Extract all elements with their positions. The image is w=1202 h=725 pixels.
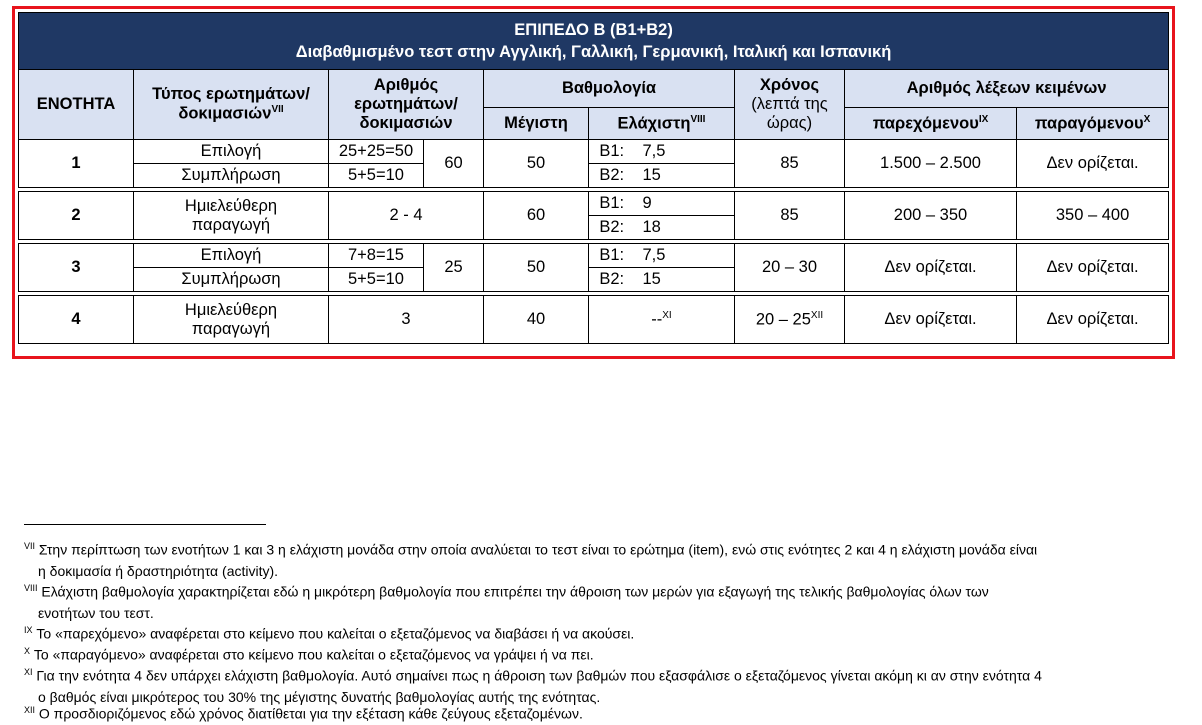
row-count: 2 - 4 [329, 192, 484, 240]
row-min-label: Β1: [589, 140, 635, 164]
row-min-label: Β1: [589, 244, 635, 268]
row-unit: 4 [19, 296, 134, 344]
table-row [19, 296, 1169, 344]
row-max: 60 [484, 192, 589, 240]
footnote: $^{XII}$ Ο προσδιοριζόμενος εδώ χρόνος διατίθεται για την εξέταση κάθε ζεύγους εξεταζομένων. [24, 705, 583, 722]
row-count: 7+8=15 [329, 244, 424, 268]
row-given: Δεν ορίζεται. [845, 296, 1017, 344]
header-count: Αριθμός ερωτημάτων/ δοκιμασιών [329, 70, 484, 140]
exam-table [18, 12, 1169, 344]
row-min-value: 7,5 [635, 140, 735, 164]
footnote: $^X$ Το «παραγόμενο» αναφέρεται στο κείμενο που καλείται ο εξεταζόμενος να γράψει ή να πει. [24, 646, 594, 663]
row-produced: 350 – 400 [1017, 192, 1169, 240]
footnote: $^{VII}$ Στην περίπτωση των ενοτήτων 1 και 3 η ελάχιστη μονάδα στην οποία αναλύεται το τεστ είναι το ερώτημα (item), ενώ στις ενότητες 2 και 4 η ελάχιστη μονάδα είναι η δοκιμασία ή δραστηριότητα (activity). [24, 541, 1038, 579]
header-unit: ΕΝΟΤΗΤΑ [19, 70, 134, 140]
footnote: $^{VIII}$ Ελάχιστη βαθμολογία χαρακτηρίζεται εδώ η μικρότερη βαθμολογία που επιτρέπει την άθροιση των μερών για εξαγωγή της τελικής βαθμολογίας όλων των ενοτήτων του τεστ. [24, 583, 989, 621]
header-score: Βαθμολογία [484, 70, 735, 108]
row-count-total: 60 [424, 140, 484, 188]
row-min-value: 7,5 [635, 244, 735, 268]
row-min-value: 15 [635, 164, 735, 188]
table-title [19, 13, 1169, 70]
header-produced: παραγόμενου$^X$ [1017, 108, 1169, 140]
row-type: Συμπλήρωση [134, 268, 329, 292]
row-max: 50 [484, 244, 589, 292]
footnote: $^{XI}$ Για την ενότητα 4 δεν υπάρχει ελάχιστη βαθμολογία. Αυτό σημαίνει πως η άθροιση των βαθμών που εξασφάλισε ο εξεταζόμενος γίνεται ακόμη κι αν στην ενότητα 4 ο βαθμός είναι μικρότερος του 30% της μέγιστης δυνατής βαθμολογίας αυτής της ενότητας. [24, 667, 1042, 705]
title-line-1: ΕΠΙΠΕΔΟ Β (Β1+Β2) [514, 21, 673, 39]
row-min-label: Β1: [589, 192, 635, 216]
row-type: Επιλογή [134, 244, 329, 268]
row-min-value: 15 [635, 268, 735, 292]
row-min-label: Β2: [589, 268, 635, 292]
row-given: 1.500 – 2.500 [845, 140, 1017, 188]
row-time: 20 – 30 [735, 244, 845, 292]
header-min: Ελάχιστη$^{VIII}$ [589, 108, 735, 140]
row-count: 3 [329, 296, 484, 344]
row-max: 50 [484, 140, 589, 188]
row-count: 5+5=10 [329, 268, 424, 292]
row-produced: Δεν ορίζεται. [1017, 244, 1169, 292]
row-min-label: Β2: [589, 164, 635, 188]
row-type: Ημιελεύθερη παραγωγή [134, 296, 329, 344]
row-unit: 2 [19, 192, 134, 240]
header-given: παρεχόμενου$^{IX}$ [845, 108, 1017, 140]
row-min: --$^{XI}$ [589, 296, 735, 344]
footnote-separator [24, 524, 266, 525]
row-given: Δεν ορίζεται. [845, 244, 1017, 292]
row-count-total: 25 [424, 244, 484, 292]
row-count: 25+25=50 [329, 140, 424, 164]
header-words: Αριθμός λέξεων κειμένων [845, 70, 1169, 108]
footnote: $^{IX}$ Το «παρεχόμενο» αναφέρεται στο κείμενο που καλείται ο εξεταζόμενος να διαβάσει ή να ακούσει. [24, 625, 635, 642]
row-min-value: 18 [635, 216, 735, 240]
table-row [19, 140, 1169, 164]
row-time: $20 - 25^{XII}$ [735, 296, 845, 344]
row-count: 5+5=10 [329, 164, 424, 188]
row-given: 200 – 350 [845, 192, 1017, 240]
row-min-label: Β2: [589, 216, 635, 240]
table-row [19, 192, 1169, 216]
row-time: 85 [735, 140, 845, 188]
row-type: Συμπλήρωση [134, 164, 329, 188]
row-produced: Δεν ορίζεται. [1017, 296, 1169, 344]
table-row [19, 244, 1169, 268]
row-type: Ημιελεύθερη παραγωγή [134, 192, 329, 240]
row-unit: 1 [19, 140, 134, 188]
row-min-value: 9 [635, 192, 735, 216]
row-time: 85 [735, 192, 845, 240]
row-produced: Δεν ορίζεται. [1017, 140, 1169, 188]
title-line-2: Διαβαθμισμένο τεστ στην Αγγλική, Γαλλική, Γερμανική, Ιταλική και Ισπανική [295, 43, 892, 61]
header-type: Τύπος ερωτημάτων/ δοκιμασιών$^{VII}$ [134, 70, 329, 140]
row-max: 40 [484, 296, 589, 344]
row-unit: 3 [19, 244, 134, 292]
row-type: Επιλογή [134, 140, 329, 164]
header-max: Μέγιστη [484, 108, 589, 140]
header-time: Χρόνος (λεπτά της ώρας) [735, 70, 845, 140]
